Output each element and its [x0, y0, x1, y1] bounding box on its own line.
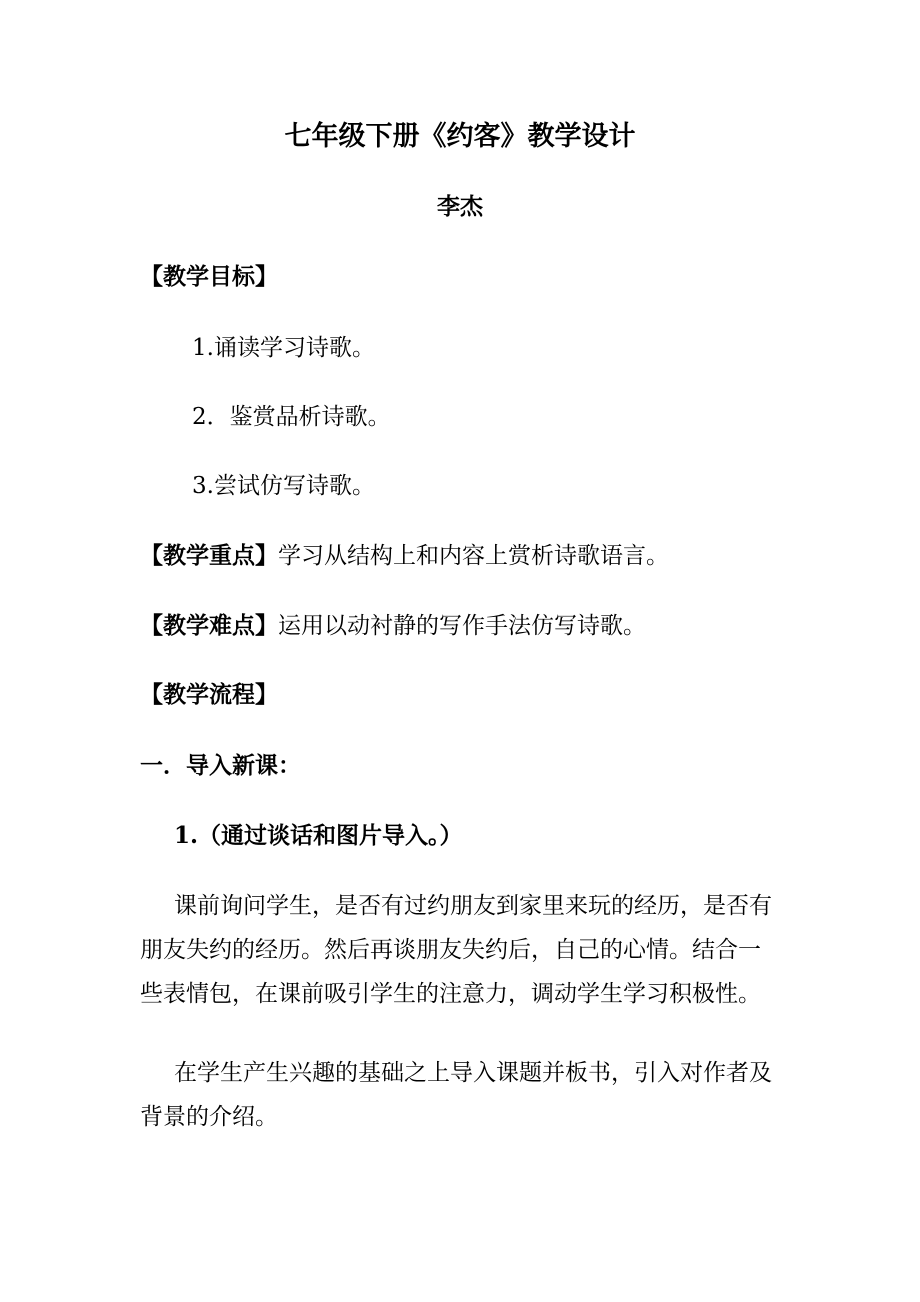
objective-item: 2．鉴赏品析诗歌。 — [192, 404, 391, 430]
difficulty-line — [140, 611, 646, 641]
difficulty-text: 运用以动衬静的写作手法仿写诗歌。 — [278, 613, 646, 639]
key-point-line — [140, 541, 669, 571]
key-point-text: 学习从结构上和内容上赏析诗歌语言。 — [278, 543, 669, 569]
paragraph-1: 课前询问学生，是否有过约朋友到家里来玩的经历，是否有朋友失约的经历。然后再谈朋友失约后，自己的心情。结合一些表情包，在课前吸引学生的注意力，调动学生学习积极性。 — [140, 893, 772, 1007]
section-1-heading: 一．导入新课： — [140, 752, 301, 779]
objective-item: 3.尝试仿写诗歌。 — [192, 473, 375, 499]
step-1-heading: 1.（通过谈话和图片导入。） — [174, 822, 463, 849]
paragraph-2: 在学生产生兴趣的基础之上导入课题并板书，引入对作者及背景的介绍。 — [140, 1060, 772, 1130]
process-heading: 【教学流程】 — [140, 681, 278, 708]
author-name: 李杰 — [437, 193, 483, 220]
difficulty-label: 【教学难点】 — [140, 612, 278, 639]
document-title: 七年级下册《约客》教学设计 — [284, 121, 636, 152]
objective-item: 1.诵读学习诗歌。 — [192, 335, 375, 361]
objectives-heading: 【教学目标】 — [140, 263, 278, 290]
key-point-label: 【教学重点】 — [140, 542, 278, 569]
